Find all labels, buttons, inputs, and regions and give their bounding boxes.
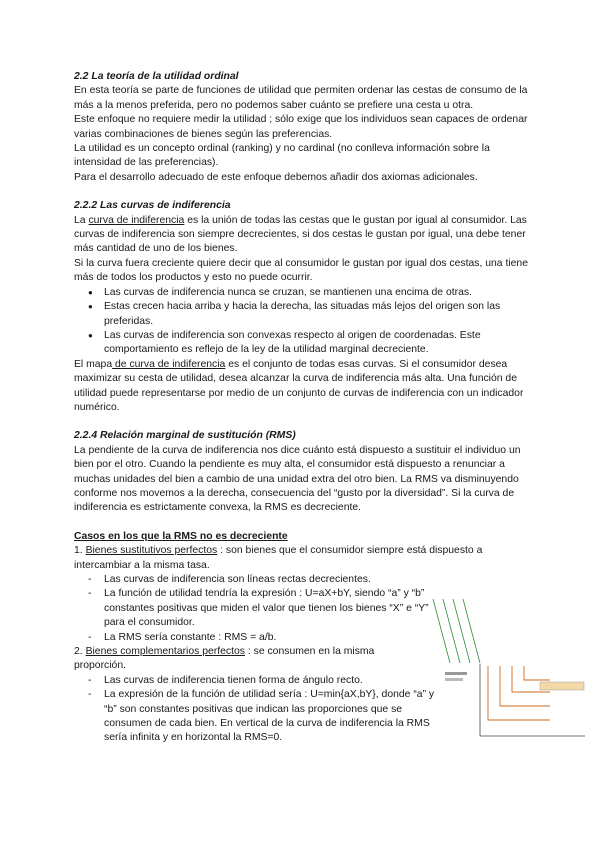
complements-figure xyxy=(440,660,590,742)
list-item: - Las curvas de indiferencia son líneas rectas decrecientes. xyxy=(88,573,443,587)
indifference-line xyxy=(433,599,450,663)
figure-label-box xyxy=(540,682,584,690)
list-item: ● Estas crecen hacia arriba y hacia la derecha, las situadas más lejos del origen son las preferidas. xyxy=(88,300,534,329)
paragraph: 1. Bienes sustitutivos perfectos : son bienes que el consumidor siempre está dispuesto a intercambiar a la misma tasa. xyxy=(74,545,483,571)
section-heading-2-2: 2.2 La teoría de la utilidad ordinal xyxy=(74,71,239,82)
list-item: ● Las curvas de indiferencia son convexas respecto al origen de coordenadas. Este comportamiento es reflejo de la ley de la utilidad marginal decreciente. xyxy=(88,329,534,358)
indifference-corner xyxy=(524,666,550,680)
list-item: - La expresión de la función de utilidad sería : U=min{aX,bY}, donde “a” y “b” son constantes positivas que indican las proporciones que se consumen de cada bien. En vertical de la curva de indiferencia la RMS sería infinita y en horizontal la RMS=0. xyxy=(88,688,443,746)
section-heading-2-2-4: 2.2.4 Relación marginal de sustitución (RMS) xyxy=(74,430,296,442)
list-item: - La RMS sería constante : RMS = a/b. xyxy=(88,631,443,645)
list-item: - Las curvas de indiferencia tienen forma de ángulo recto. xyxy=(88,674,443,688)
paragraph: La pendiente de la curva de indiferencia nos dice cuánto está dispuesto a sustituir el individuo un bien por el otro. Cuando la pendiente es muy alta, el consumidor está dispuesto a renunciar a muchas unidades del bien a cambio de una unidad extra del otro bien. La RMS va disminuyendo conforme nos movemos a la derecha, consecuencia del “gusto por la diversidad”. Si la curva de indiferencia es estrictamente convexa, la RMS es decreciente. xyxy=(74,444,521,514)
figure-mark xyxy=(445,672,467,675)
dash-list xyxy=(74,573,443,645)
paragraph: 2. Bienes complementarios perfectos : se consumen en la misma proporción. xyxy=(74,646,375,672)
paragraph: En esta teoría se parte de funciones de utilidad que permiten ordenar las cestas de consumo de la más a la menos preferida, pero no podemos saber cuánto se prefiere una cesta u otra. xyxy=(74,85,528,111)
dash-list xyxy=(74,674,443,746)
paragraph: La utilidad es un concepto ordinal (ranking) y no cardinal (no conlleva información sobre la intensidad de las preferencias). xyxy=(74,143,490,169)
list-item: ● Las curvas de indiferencia nunca se cruzan, se mantienen una encima de otras. xyxy=(88,286,534,300)
term-link: Bienes sustitutivos perfectos xyxy=(85,545,218,557)
bullet-list xyxy=(74,286,534,358)
figure-mark xyxy=(445,678,463,681)
paragraph: El mapa de curva de indiferencia es el conjunto de todas esas curvas. Si el consumidor desea maximizar su cesta de utilidad, desea alcanzar la curva de indiferencia más alta. Una función de utilidad puede representarse por medio de un conjunto de curvas de indiferencia con un indicador numérico. xyxy=(74,358,524,413)
paragraph: Para el desarrollo adecuado de este enfoque debemos añadir dos axiomas adicionales. xyxy=(74,171,478,183)
term-link: curva de indiferencia xyxy=(88,214,185,226)
paragraph: La curva de indiferencia es la unión de todas las cestas que le gustan por igual al consumidor. Las curvas de indiferencia son siempre decrecientes, si dos cestas le gustan por igual, una debe tener más cantidad de uno de los bienes. xyxy=(74,214,527,255)
paragraph: Este enfoque no requiere medir la utilidad ; sólo exige que los individuos sean capaces de ordenar varias combinaciones de bienes según las preferencias. xyxy=(74,114,528,140)
section-heading-2-2-2: 2.2.2 Las curvas de indiferencia xyxy=(74,200,231,212)
paragraph: Si la curva fuera creciente quiere decir que al consumidor le gustan por igual dos cestas, una tiene más de todos los productos y esto no puede ocurrir. xyxy=(74,257,528,284)
indifference-line xyxy=(463,599,480,663)
indifference-line xyxy=(443,599,460,663)
indifference-line xyxy=(453,599,470,663)
indifference-corner xyxy=(488,666,550,720)
substitutes-figure xyxy=(430,595,492,667)
term-link: de curva de indiferencia xyxy=(112,358,226,370)
term-link: Bienes complementarios perfectos xyxy=(85,646,245,658)
cases-heading: Casos en los que la RMS no es decreciente xyxy=(74,530,288,542)
list-item: - La función de utilidad tendría la expresión : U=aX+bY, siendo “a” y “b” constantes positivas que miden el valor que tienen los bienes “X” e “Y” para el consumidor. xyxy=(88,587,443,630)
